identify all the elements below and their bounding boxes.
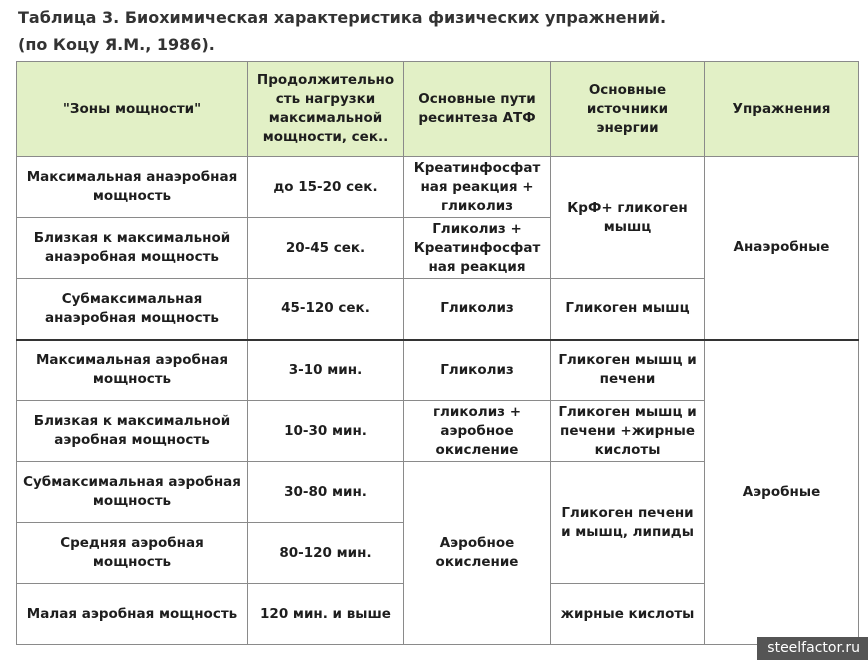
atp-pathway-cell: Аэробное окисление — [404, 462, 551, 645]
header-duration: Продолжительно сть нагрузки максимальной мощности, сек.. — [248, 62, 404, 157]
duration-cell: 45-120 сек. — [248, 279, 404, 340]
duration-cell: 30-80 мин. — [248, 462, 404, 523]
table-source: (по Коцу Я.М., 1986). — [18, 35, 215, 54]
atp-pathway-cell: Гликолиз — [404, 279, 551, 340]
energy-source-cell: Гликоген мышц и печени — [551, 340, 705, 401]
energy-source-cell: КрФ+ гликоген мышц — [551, 157, 705, 279]
energy-source-cell: Гликоген мышц и печени +жирные кислоты — [551, 401, 705, 462]
zone-cell: Субмаксимальная анаэробная мощность — [17, 279, 248, 340]
zone-cell: Малая аэробная мощность — [17, 584, 248, 645]
atp-pathway-cell: Креатинфосфат ная реакция + гликолиз — [404, 157, 551, 218]
zone-cell: Субмаксимальная аэробная мощность — [17, 462, 248, 523]
header-row — [17, 62, 859, 157]
zone-cell: Близкая к максимальной аэробная мощность — [17, 401, 248, 462]
zone-cell: Максимальная анаэробная мощность — [17, 157, 248, 218]
atp-pathway-cell: Гликолиз + Креатинфосфат ная реакция — [404, 218, 551, 279]
table-row — [17, 340, 859, 401]
header-zone: "Зоны мощности" — [17, 62, 248, 157]
header-atp-pathways: Основные пути ресинтеза АТФ — [404, 62, 551, 157]
header-energy-sources: Основные источники энергии — [551, 62, 705, 157]
header-exercise: Упражнения — [705, 62, 859, 157]
atp-pathway-cell: Гликолиз — [404, 340, 551, 401]
energy-source-cell: жирные кислоты — [551, 584, 705, 645]
watermark: steelfactor.ru — [757, 637, 868, 660]
energy-source-cell: Гликоген мышц — [551, 279, 705, 340]
energy-source-cell: Гликоген печени и мышц, липиды — [551, 462, 705, 584]
duration-cell: 120 мин. и выше — [248, 584, 404, 645]
duration-cell: 10-30 мин. — [248, 401, 404, 462]
table-title: Таблица 3. Биохимическая характеристика физических упражнений. — [18, 8, 667, 27]
duration-cell: 3-10 мин. — [248, 340, 404, 401]
zone-cell: Максимальная аэробная мощность — [17, 340, 248, 401]
duration-cell: 20-45 сек. — [248, 218, 404, 279]
atp-pathway-cell: гликолиз + аэробное окисление — [404, 401, 551, 462]
biochem-table — [16, 61, 859, 645]
exercise-cell-anaerobic: Анаэробные — [705, 157, 859, 340]
zone-cell: Средняя аэробная мощность — [17, 523, 248, 584]
exercise-cell-aerobic: Аэробные — [705, 340, 859, 645]
duration-cell: до 15-20 сек. — [248, 157, 404, 218]
zone-cell: Близкая к максимальной анаэробная мощность — [17, 218, 248, 279]
duration-cell: 80-120 мин. — [248, 523, 404, 584]
table-row — [17, 157, 859, 218]
